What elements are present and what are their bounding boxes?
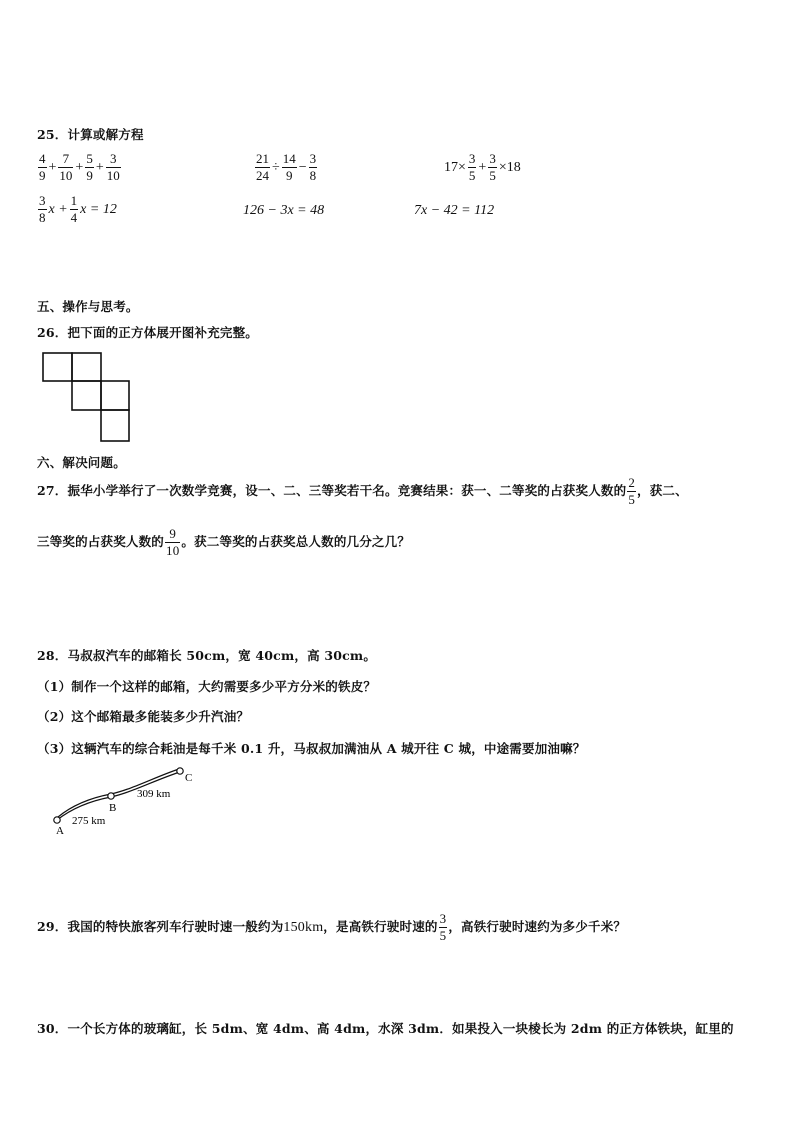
q25-equation-3: 7x − 42 = 112 xyxy=(414,203,495,218)
distance-ab: 275 km xyxy=(72,815,106,827)
q25-expression-2: $\frac{21}{24}$ ÷ $\frac{14}{9}$ − $\frac{3}{8}$ xyxy=(256,151,317,183)
q25-expression-3: 17× $\frac{3}{5}$ + $\frac{3}{5}$ ×18 xyxy=(444,151,521,183)
distance-bc: 309 km xyxy=(137,788,171,800)
q30-text: 30．一个长方体的玻璃缸，长 5dm、宽 4dm、高 4dm，水深 3dm．如果投入一块棱长为 2dm 的正方体铁块，缸里的 xyxy=(37,1021,734,1036)
net-square xyxy=(43,353,72,381)
city-a-dot xyxy=(54,817,60,823)
q27-line-1: 27．振华小学举行了一次数学竞赛，设一、二、三等奖若干名。竞赛结果：获一、二等奖的占获奖人数的 $\frac{2}{5}$ ，获二、 xyxy=(37,475,688,507)
net-square xyxy=(72,353,101,381)
q28-sub-2: （2）这个邮箱最多能装多少升汽油？ xyxy=(37,709,250,724)
city-b-dot xyxy=(108,793,114,799)
q26-title: 26．把下面的正方体展开图补充完整。 xyxy=(37,325,258,340)
net-square xyxy=(101,381,129,410)
q28-sub-3: （3）这辆汽车的综合耗油是每千米 0.1 升，马叔叔加满油从 A 城开往 C 城，中途需要加油嘛？ xyxy=(37,741,586,756)
q28-title: 28．马叔叔汽车的邮箱长 50cm，宽 40cm，高 30cm。 xyxy=(37,648,377,663)
q25-title: 25．计算或解方程 xyxy=(37,127,144,142)
q27-line-2: 三等奖的占获奖人数的 $\frac{9}{10}$ 。获二等奖的占获奖总人数的几分之几？ xyxy=(37,526,411,558)
net-square xyxy=(72,381,101,410)
section-6-heading: 六、解决问题。 xyxy=(37,455,126,470)
q25-equation-2: 126 − 3x = 48 xyxy=(243,203,325,218)
q29-text: 29．我国的特快旅客列车行驶时速一般约为150km，是高铁行驶时速的 $\frac{3}{5}$ ，高铁行驶时速约为多少千米？ xyxy=(37,911,627,943)
city-c-dot xyxy=(177,768,183,774)
q28-sub-1: （1）制作一个这样的邮箱，大约需要多少平方分米的铁皮？ xyxy=(37,679,377,694)
q25-equation-1: $\frac{3}{8}$ x + $\frac{1}{4}$ x = 12 xyxy=(39,193,117,225)
city-b-label: B xyxy=(109,802,117,814)
section-5-heading: 五、操作与思考。 xyxy=(37,299,139,314)
city-a-label: A xyxy=(56,825,64,837)
city-c-label: C xyxy=(185,772,193,784)
net-square xyxy=(101,410,129,441)
q25-expression-1: $\frac{4}{9}$ + $\frac{7}{10}$ + $\frac{5}{9}$ + $\frac{3}{10}$ xyxy=(39,151,120,183)
cube-net-figure xyxy=(40,350,132,444)
route-map xyxy=(45,764,205,840)
